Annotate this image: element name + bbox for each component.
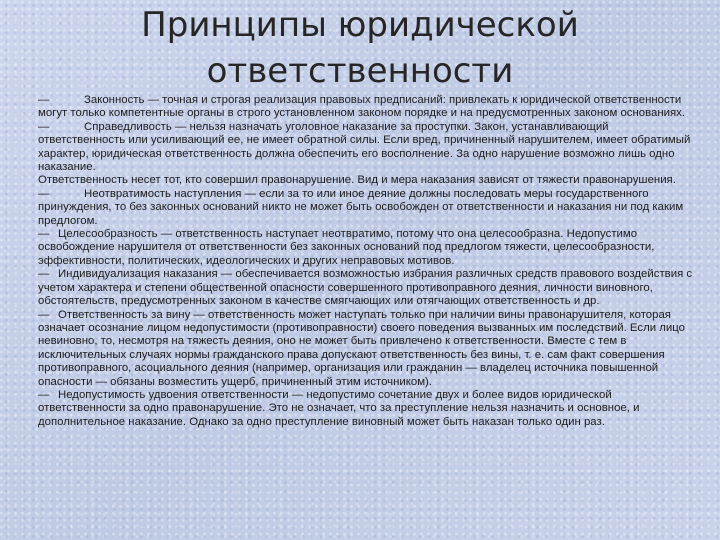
paragraph-text: Недопустимость удвоения ответственности — недопустимо сочетание двух и более видов юридической ответственности за одно правонарушение. Это не означает, что за преступление нельзя назначить и основное, и дополнительное наказание. Однако за одно преступление виновный может быть наказан только один раз. [38,388,640,428]
paragraph-no-double-liability [38,389,694,429]
paragraph-marker: — [38,187,50,200]
paragraph-text: Индивидуализация наказания — обеспечивается возможностью избрания различных средств правового воздействия с учетом характера и степени общественной опасности совершенного противоправного деяния, личности виновного, обстоятельств, предусмотренных законом в качестве смягчающих или отягчающих ответственность и др. [38,268,693,308]
paragraph-text: Законность — точная и строгая реализация правовых предписаний: привлекать к юридической ответственности могут только компетентные органы в строго установленном законом порядке и на предусмотренных законом основаниях. [38,94,686,120]
paragraph-expediency [38,228,694,268]
title-line-2: ответственности [206,51,514,91]
paragraph-marker: — [38,388,50,401]
slide-title [60,2,660,94]
paragraph-marker: — [38,228,50,241]
paragraph-marker: — [38,120,50,133]
paragraph-text: Ответственность за вину — ответственность может наступать только при наличии вины правонарушителя, которая означает осознание лицом недопустимости (противоправности) своего поведения вызванных им последствий. Если лицо невиновно, то, несмотря на тяжесть деяния, оно не может быть привлечено к ответственности. Вместе с тем в исключительных случаях нормы гражданского права допускают ответственность без вины, т. е. сам факт совершения противоправного, асоциального деяния (например, организация или гражданин — владелец источника повышенной опасности — обязаны возместить ущерб, причиненный этим источником). [38,308,686,388]
paragraph-individualization [38,268,694,308]
paragraph-guilt [38,309,694,389]
slide-body [38,94,694,534]
paragraph-text: Ответственность несет тот, кто совершил правонарушение. Вид и мера наказания зависят от тяжести правонарушения. [38,174,676,187]
title-line-1: Принципы юридической [141,5,579,45]
paragraph-legality [38,94,694,121]
paragraph-inevitability [38,188,694,228]
paragraph-liability-holder [38,174,694,187]
paragraph-text: Справедливость — нельзя назначать уголовное наказание за проступки. Закон, устанавливающий ответственность или усиливающий ее, не имеет обратной силы. Если вред, причиненный нарушителем, имеет обратимый характер, юридическая ответственность должна обеспечить его восполнение. За одно нарушение возможно лишь одно наказание. [38,120,691,174]
paragraph-justice [38,121,694,175]
paragraph-marker: — [38,308,50,321]
paragraph-text: Неотвратимость наступления — если за то или иное деяние должны последовать меры государственного принуждения, то без законных оснований никто не может быть освобожден от ответственности и наказания ни под каким предлогом. [38,187,684,227]
paragraph-text: Целесообразность — ответственность наступает неотвратимо, потому что она целесообразна. Недопустимо освобождение нарушителя от ответственности без законных оснований под предлогом тяжести, целесообразности, эффективности, политических, идеологических и других неправовых мотивов. [38,228,655,267]
paragraph-marker: — [38,94,50,106]
paragraph-marker: — [38,268,50,281]
